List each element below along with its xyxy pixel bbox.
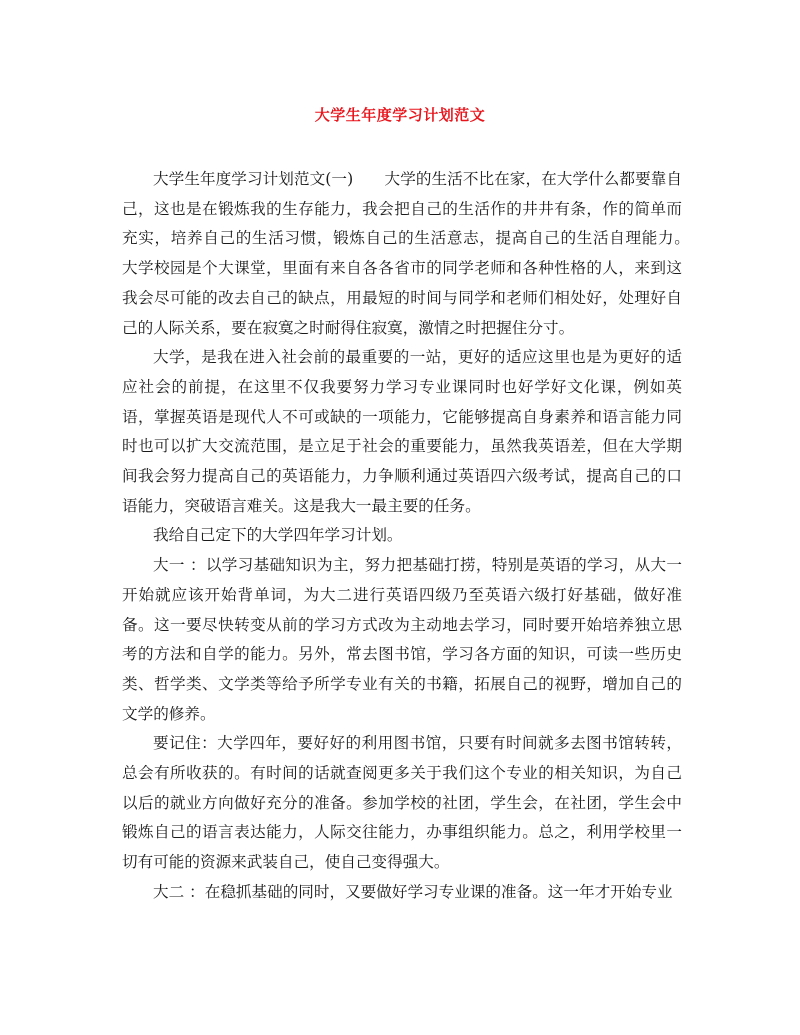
paragraph: 大一 ：以学习基础知识为主，努力把基础打捞，特别是英语的学习，从大一开始就应该开始背单词，为大二进行英语四级乃至英语六级打好基础，做好准备。这一要尽快转变从前的学习方式改为主动地去学习，同时要开始培养独立思考的方法和自学的能力。另外，常去图书馆，学习各方面的知识，可读一些历史类、哲学类、文学类等给予所学专业有关的书籍，拓展自己的视野，增加自己的文学的修养。 <box>122 556 682 723</box>
paragraph: 大二 ：在稳抓基础的同时，又要做好学习专业课的准备。这一年才开始专业 <box>153 882 673 901</box>
paragraph: 大学生年度学习计划范文(一) 大学的生活不比在家，在大学什么都要靠自己，这也是在锻炼我的生存能力，我会把自己的生活作的井井有条，作的简单而充实，培养自己的生活习惯，锻炼自己的生活意志，提高自己的生活自理能力。 大学校园是个大课堂，里面有来自各各省市的同学老师和各种性格的人，来到这我会尽可能的改去自己的缺点，用最短的时间与同学和老师们相处好，处理好自己的人际关系，要在寂寞之时耐得住寂寞，激情之时把握住分寸。 <box>122 170 698 337</box>
document-title: 大学生年度学习计划范文 <box>314 106 486 124</box>
paragraph: 我给自己定下的大学四年学习计划。 <box>153 526 403 545</box>
paragraph: 大学，是我在进入社会前的最重要的一站，更好的适应这里也是为更好的适应社会的前提，在这里不仅我要努力学习专业课同时也好学好文化课，例如英语，掌握英语是现代人不可或缺的一项能力，它能够提高自身素养和语言能力同时也可以扩大交流范围，是立足于社会的重要能力，虽然我英语差，但在大学期间我会努力提高自己的英语能力，力争顺利通过英语四六级考试，提高自己的口语能力，突破语言难关。这是我大一最主要的任务。 <box>122 348 682 515</box>
paragraph: 要记住：大学四年，要好好的利用图书馆，只要有时间就多去图书馆转转，总会有所收获的。有时间的话就查阅更多关于我们这个专业的相关知识，为自己以后的就业方向做好充分的准备。参加学校的社团，学生会，在社团，学生会中锻炼自己的语言表达能力，人际交往能力，办事组织能力。总之，利用学校里一切有可能的资源来武装自己，使自己变得强大。 <box>122 734 682 872</box>
document-body <box>122 165 698 908</box>
